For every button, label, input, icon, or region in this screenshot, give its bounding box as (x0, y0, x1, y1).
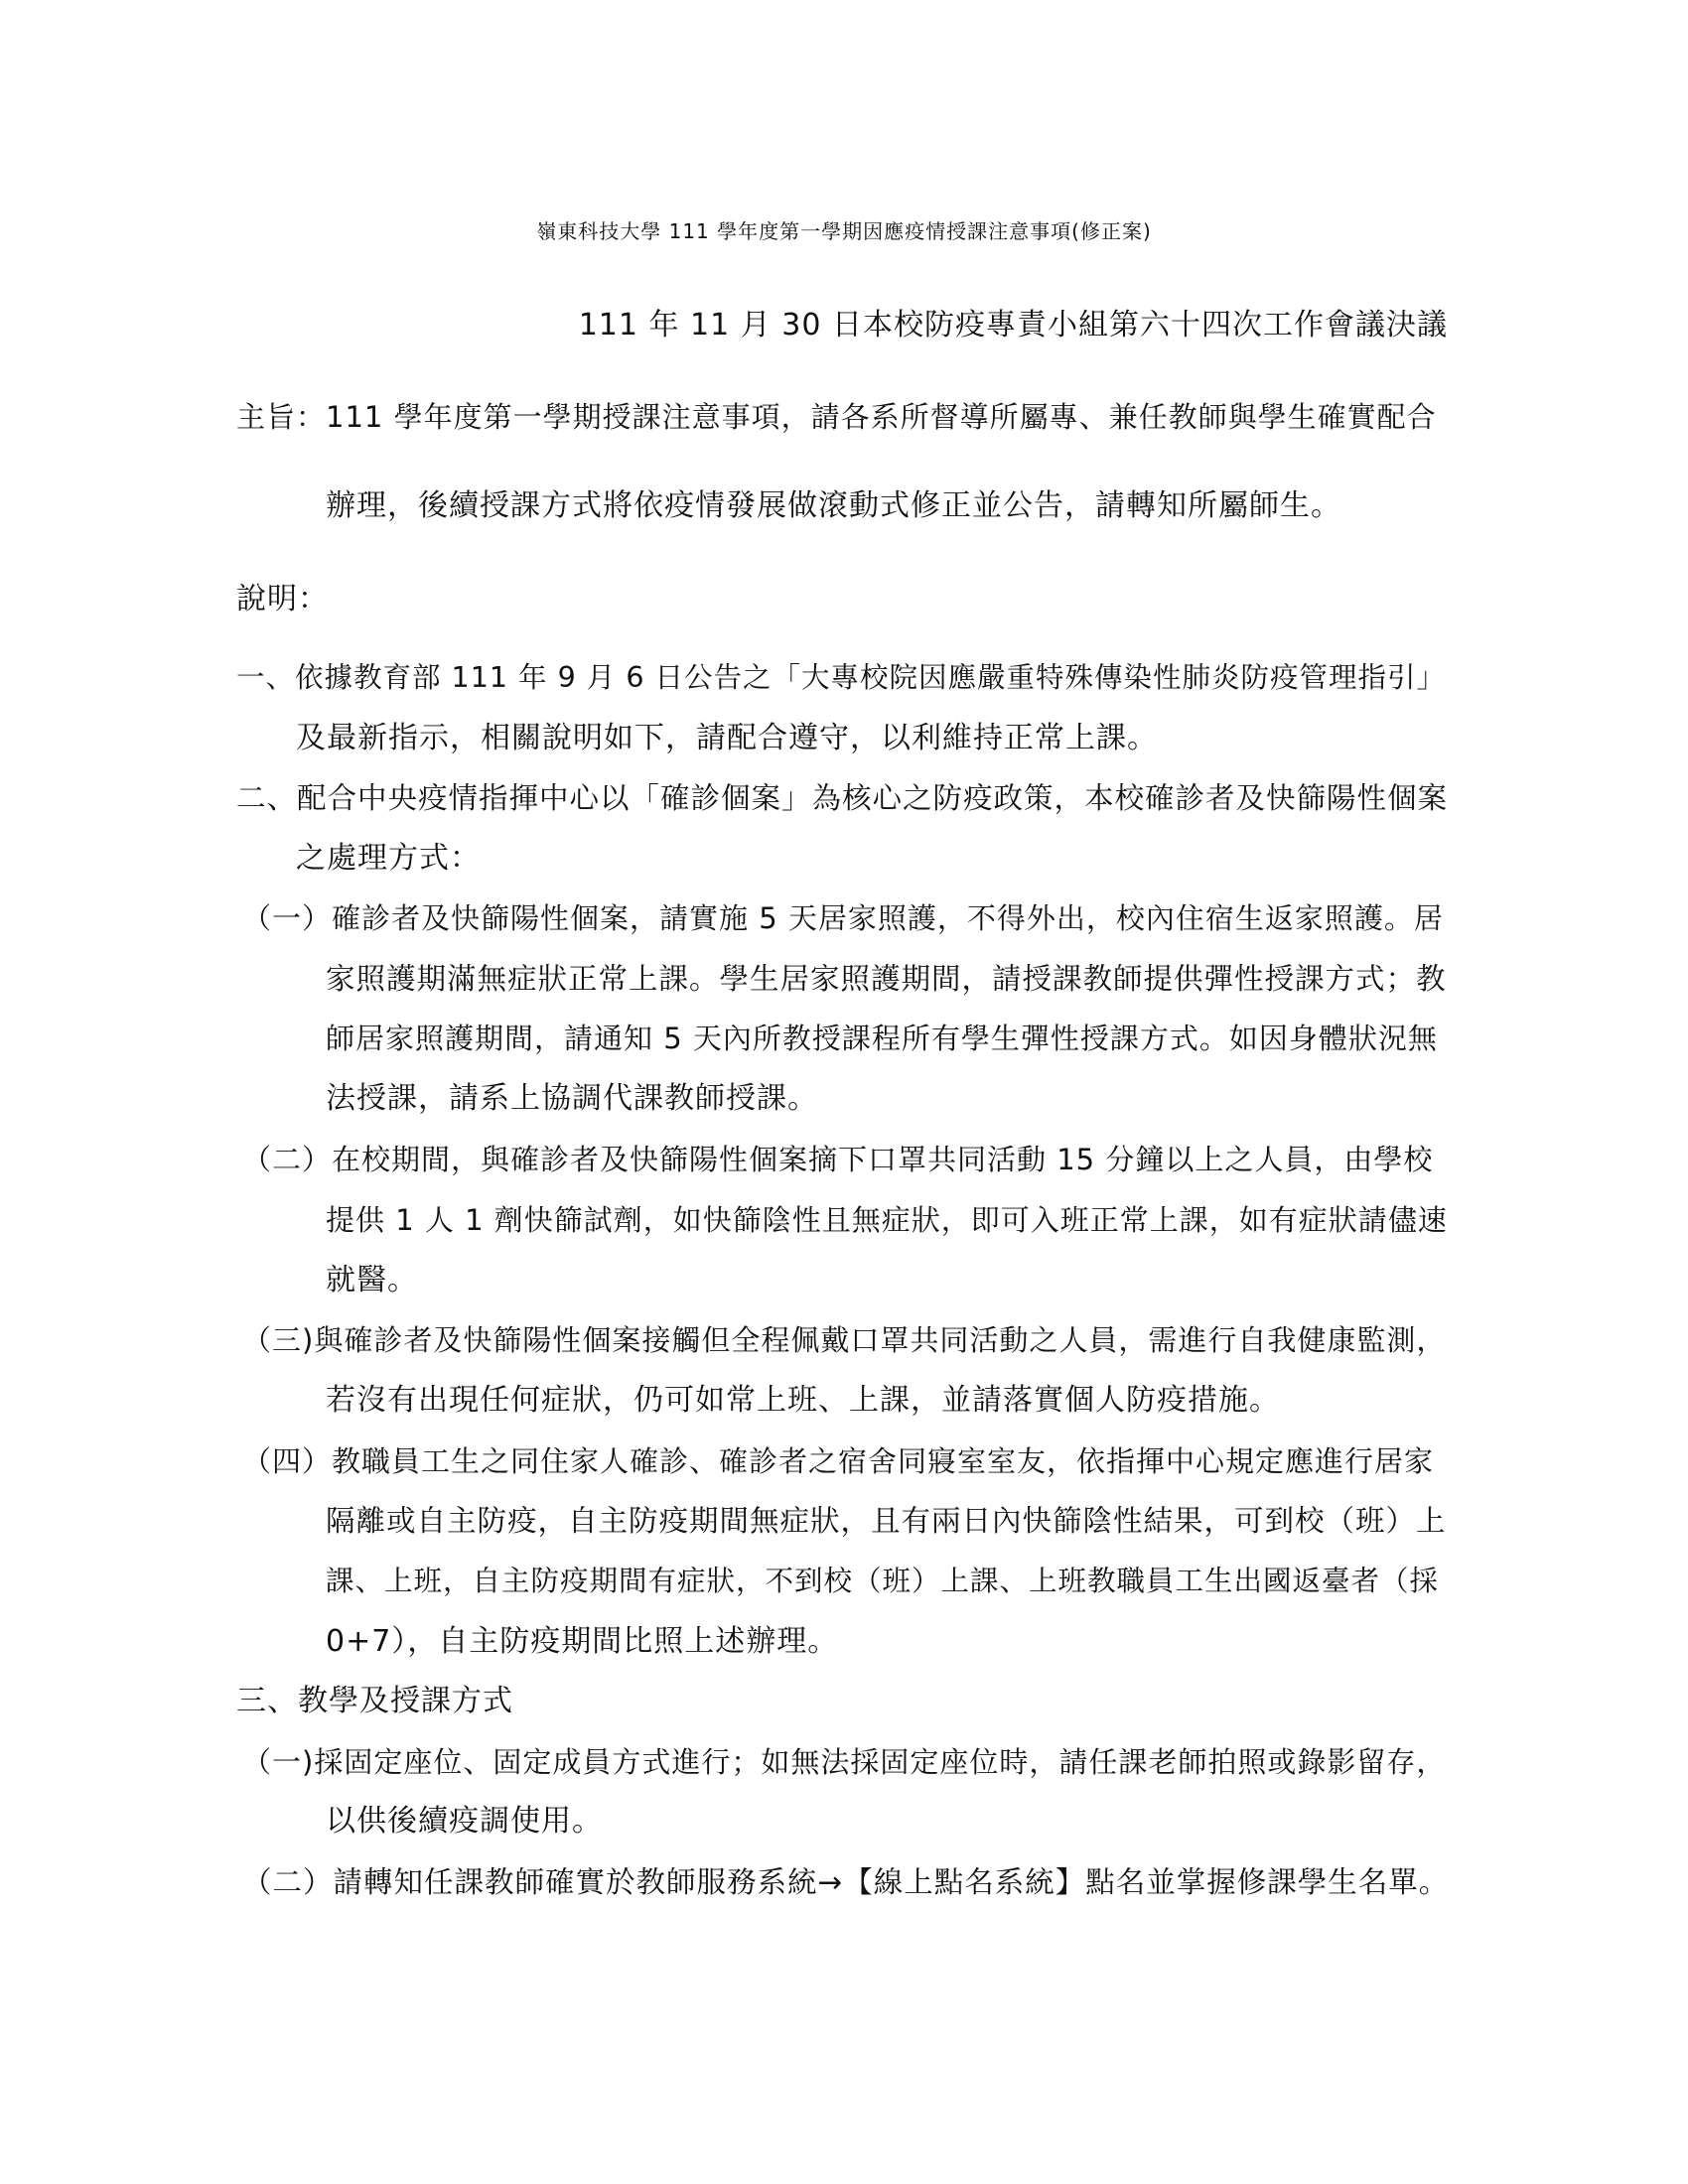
document-title: 嶺東科技大學 111 學年度第一學期因應疫情授課注意事項(修正案) (536, 219, 1152, 243)
section-3-2-line-1: （二）請轉知任課教師確實於教師服務系統→【線上點名系統】點名並掌握修課學生名單。 (242, 1865, 1450, 1899)
section-2-4-line-2: 隔離或自主防疫，自主防疫期間無症狀，且有兩日內快篩陰性結果，可到校（班）上 (326, 1504, 1447, 1538)
section-2-2-line-1: （二）在校期間，與確診者及快篩陽性個案摘下口罩共同活動 15 分鐘以上之人員，由學校 (242, 1143, 1434, 1176)
purpose-line-1: 主旨：111 學年度第一學期授課注意事項，請各系所督導所屬專、兼任教師與學生確實配合 (236, 400, 1437, 434)
section-2-1-line-3: 師居家照護期間，請通知 5 天內所教授課程所有學生彈性授課方式。如因身體狀況無 (326, 1022, 1438, 1055)
section-2-4-line-3: 課、上班，自主防疫期間有症狀，不到校（班）上課、上班教職員工生出國返臺者（採 (326, 1565, 1440, 1597)
section-2-2-line-2: 提供 1 人 1 劑快篩試劑，如快篩陰性且無症狀，即可入班正常上課，如有症狀請儘速 (326, 1203, 1448, 1237)
section-2-2-line-3: 就醫。 (326, 1263, 418, 1297)
section-1-line-2: 及最新指示，相關說明如下，請配合遵守，以利維持正常上課。 (296, 721, 1158, 755)
section-2-4-line-1: （四）教職員工生之同住家人確診、確診者之宿舍同寢室室友，依指揮中心規定應進行居家 (242, 1444, 1435, 1478)
section-2-1-line-4: 法授課，請系上協調代課教師授課。 (326, 1081, 818, 1116)
section-3-1-line-2: 以供後續疫調使用。 (326, 1804, 603, 1839)
section-3-heading: 三、教學及授課方式 (236, 1684, 513, 1718)
section-2-1-line-1: （一）確診者及快篩陽性個案，請實施 5 天居家照護，不得外出，校內住宿生返家照護。居 (242, 901, 1444, 935)
meeting-resolution: 111 年 11 月 30 日本校防疫專責小組第六十四次工作會議決議 (578, 308, 1448, 342)
section-3-1-line-1: （一)採固定座位、固定成員方式進行；如無法採固定座位時，請任課老師拍照或錄影留存， (242, 1745, 1447, 1779)
explanation-heading: 說明： (236, 582, 329, 616)
section-1-line-1: 一、依據教育部 111 年 9 月 6 日公告之「大專校院因應嚴重特殊傳染性肺炎防疫管理指引」 (236, 661, 1447, 694)
section-2-3-line-1: （三)與確診者及快篩陽性個案接觸但全程佩戴口罩共同活動之人員，需進行自我健康監測， (242, 1323, 1447, 1357)
section-2-3-line-2: 若沒有出現任何症狀，仍可如常上班、上課，並請落實個人防疫措施。 (326, 1383, 1280, 1418)
purpose-line-2: 辦理，後續授課方式將依疫情發展做滾動式修正並公告，請轉知所屬師生。 (326, 488, 1341, 523)
section-2-line-1: 二、配合中央疫情指揮中心以「確診個案」為核心之防疫政策，本校確診者及快篩陽性個案 (236, 781, 1449, 815)
section-2-4-line-4: 0+7），自主防疫期間比照上述辦理。 (326, 1624, 839, 1659)
section-2-line-2: 之處理方式： (296, 841, 481, 876)
section-2-1-line-2: 家照護期滿無症狀正常上課。學生居家照護期間，請授課教師提供彈性授課方式；教 (326, 962, 1447, 996)
